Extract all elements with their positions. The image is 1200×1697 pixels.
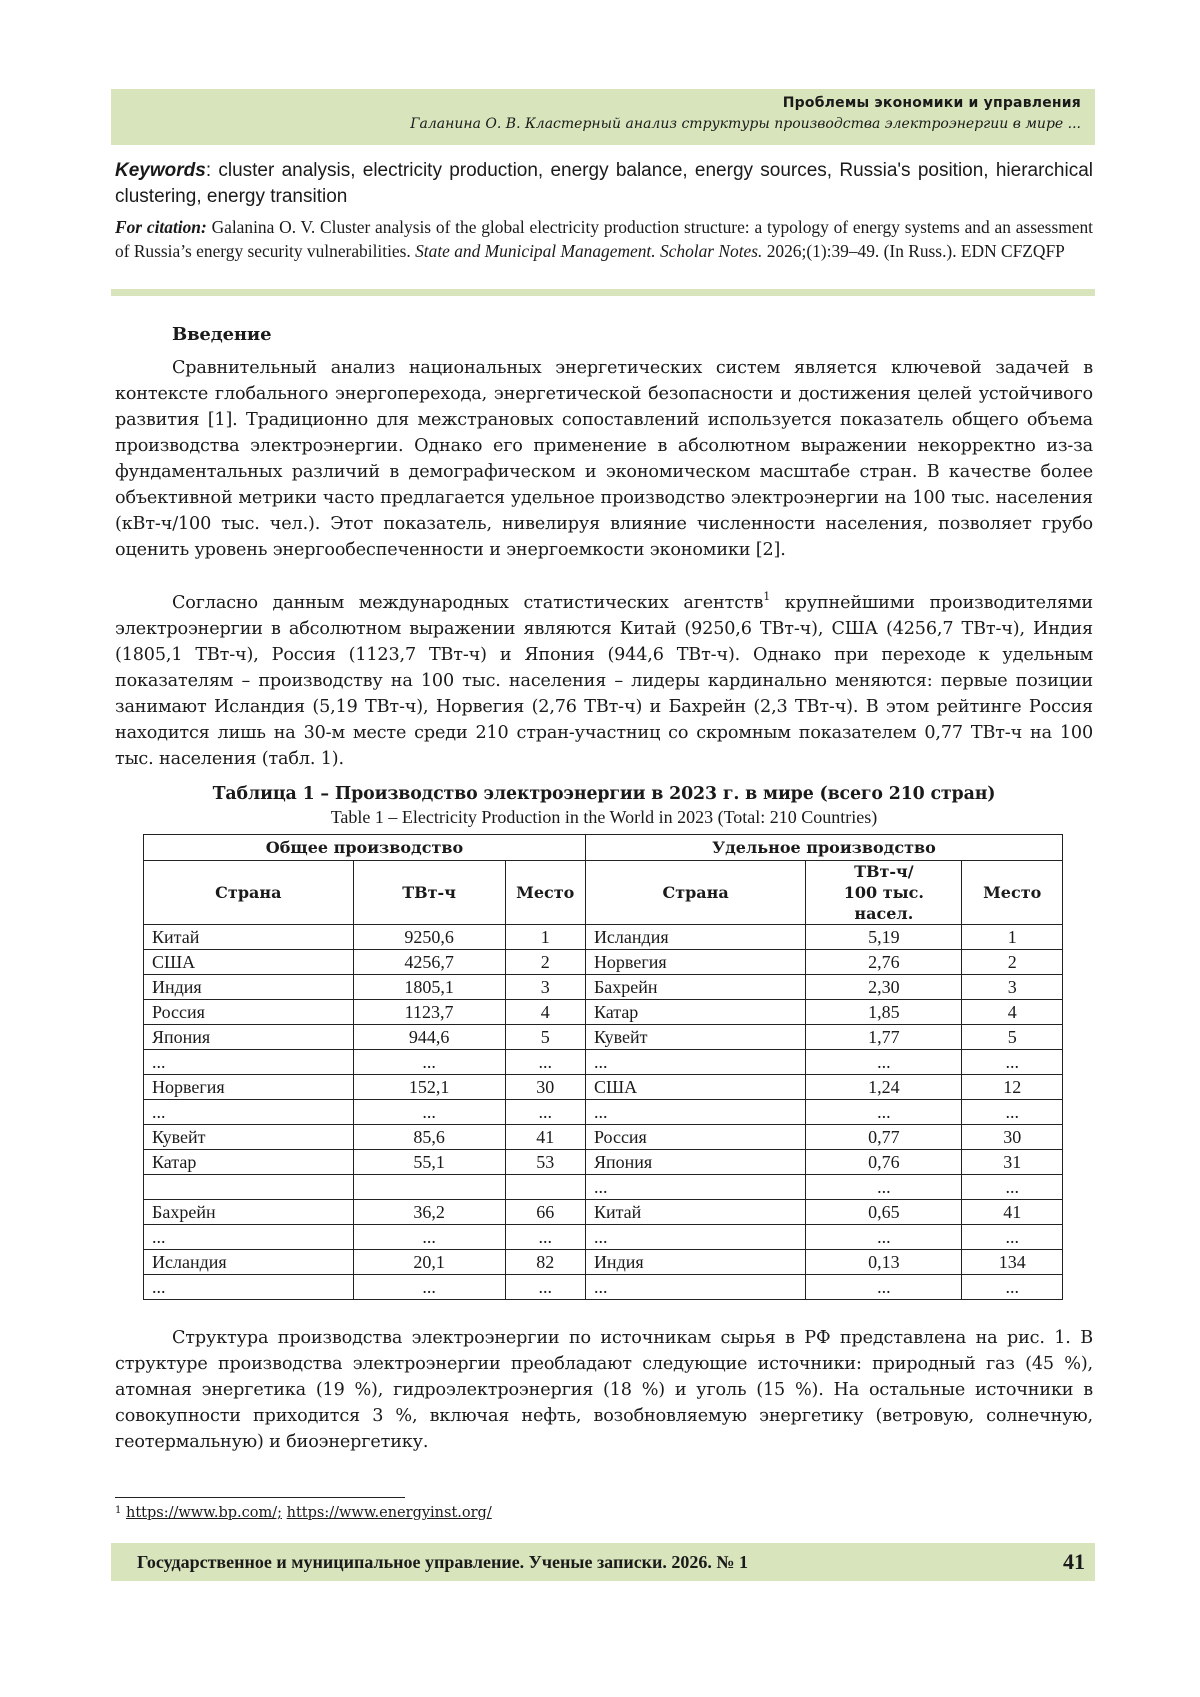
cell-country-total: ... xyxy=(144,1275,354,1300)
cell-rank-total: 53 xyxy=(505,1150,585,1175)
keywords xyxy=(115,158,1093,210)
cell-twh-specific: ... xyxy=(806,1050,962,1075)
cell-twh-total: 4256,7 xyxy=(353,950,505,975)
col-header-twh-per-100k-line1: ТВт-ч/ xyxy=(854,862,914,881)
cell-country-total: Россия xyxy=(144,1000,354,1025)
cell-country-specific: США xyxy=(585,1075,805,1100)
cell-country-specific: Катар xyxy=(585,1000,805,1025)
page-footer xyxy=(111,1543,1095,1581)
cell-country-specific: Кувейт xyxy=(585,1025,805,1050)
cell-rank-specific: 2 xyxy=(962,950,1063,975)
cell-twh-specific: ... xyxy=(806,1225,962,1250)
cell-country-total: Бахрейн xyxy=(144,1200,354,1225)
cell-country-total: Япония xyxy=(144,1025,354,1050)
cell-rank-specific: ... xyxy=(962,1175,1063,1200)
cell-country-total: ... xyxy=(144,1050,354,1075)
cell-twh-total: ... xyxy=(353,1225,505,1250)
footnote xyxy=(115,1505,492,1521)
cell-country-specific: ... xyxy=(585,1175,805,1200)
cell-twh-specific: 0,13 xyxy=(806,1250,962,1275)
cell-country-total: США xyxy=(144,950,354,975)
cell-twh-total: 944,6 xyxy=(353,1025,505,1050)
table-row xyxy=(144,1100,1063,1125)
cell-rank-specific: 31 xyxy=(962,1150,1063,1175)
cell-rank-total: ... xyxy=(505,1050,585,1075)
cell-rank-specific: 3 xyxy=(962,975,1063,1000)
keywords-label: Keywords xyxy=(115,160,206,181)
cell-rank-total: 4 xyxy=(505,1000,585,1025)
electricity-table xyxy=(143,834,1063,1300)
cell-rank-specific: 30 xyxy=(962,1125,1063,1150)
cell-rank-total: 3 xyxy=(505,975,585,1000)
cell-country-total: ... xyxy=(144,1225,354,1250)
col-header-twh-per-100k-line2: 100 тыс. насел. xyxy=(843,883,924,923)
cell-twh-total: 36,2 xyxy=(353,1200,505,1225)
citation xyxy=(115,215,1093,263)
col-header-rank: Место xyxy=(505,861,585,925)
table-row xyxy=(144,925,1063,950)
cell-country-specific: Япония xyxy=(585,1150,805,1175)
table-row xyxy=(144,1175,1063,1200)
table-row xyxy=(144,1200,1063,1225)
cell-twh-total: 152,1 xyxy=(353,1075,505,1100)
header-article-title: Галанина О. В. Кластерный анализ структуры производства электроэнергии в мире ... xyxy=(410,116,1081,132)
cell-rank-specific: ... xyxy=(962,1050,1063,1075)
running-header xyxy=(111,89,1095,145)
cell-rank-total: 82 xyxy=(505,1250,585,1275)
cell-twh-specific: 0,65 xyxy=(806,1200,962,1225)
cell-country-total: Катар xyxy=(144,1150,354,1175)
table-row xyxy=(144,950,1063,975)
cell-rank-total: 1 xyxy=(505,925,585,950)
cell-twh-specific: 0,77 xyxy=(806,1125,962,1150)
cell-country-specific: Бахрейн xyxy=(585,975,805,1000)
footnote-divider xyxy=(115,1497,405,1498)
paragraph-2 xyxy=(115,590,1093,772)
cell-rank-specific: ... xyxy=(962,1275,1063,1300)
table-subtitle: Table 1 – Electricity Production in the World in 2023 (Total: 210 Countries) xyxy=(330,807,878,827)
cell-country-total: Исландия xyxy=(144,1250,354,1275)
col-header-twh-per-100k xyxy=(806,861,962,925)
group-header-specific: Удельное производство xyxy=(585,835,1062,861)
cell-country-total: Индия xyxy=(144,975,354,1000)
cell-rank-total: 2 xyxy=(505,950,585,975)
footnote-link-energyinst[interactable]: https://www.energyinst.org/ xyxy=(286,1505,492,1521)
table-row xyxy=(144,1225,1063,1250)
cell-rank-total: ... xyxy=(505,1225,585,1250)
cell-twh-total: ... xyxy=(353,1050,505,1075)
cell-rank-total: 41 xyxy=(505,1125,585,1150)
cell-rank-specific: 12 xyxy=(962,1075,1063,1100)
table-row xyxy=(144,1075,1063,1100)
cell-twh-specific: 1,24 xyxy=(806,1075,962,1100)
cell-rank-specific: ... xyxy=(962,1225,1063,1250)
table-row xyxy=(144,1000,1063,1025)
cell-country-specific: Исландия xyxy=(585,925,805,950)
cell-country-specific: Китай xyxy=(585,1200,805,1225)
citation-tail: 2026;(1):39–49. (In Russ.). EDN CFZQFP xyxy=(762,241,1065,261)
cell-rank-total: 66 xyxy=(505,1200,585,1225)
group-header-total: Общее производство xyxy=(144,835,586,861)
cell-rank-specific: 5 xyxy=(962,1025,1063,1050)
cell-country-specific: ... xyxy=(585,1100,805,1125)
cell-country-specific: Индия xyxy=(585,1250,805,1275)
table-row xyxy=(144,1275,1063,1300)
col-header-country: Страна xyxy=(144,861,354,925)
cell-rank-total: ... xyxy=(505,1100,585,1125)
cell-twh-total xyxy=(353,1175,505,1200)
cell-twh-specific: ... xyxy=(806,1175,962,1200)
table-row xyxy=(144,1150,1063,1175)
cell-rank-specific: ... xyxy=(962,1100,1063,1125)
cell-rank-specific: 134 xyxy=(962,1250,1063,1275)
cell-rank-total: ... xyxy=(505,1275,585,1300)
table-row xyxy=(144,975,1063,1000)
cell-twh-specific: 2,76 xyxy=(806,950,962,975)
footnote-ref[interactable]: 1 xyxy=(763,590,771,603)
cell-twh-specific: 1,77 xyxy=(806,1025,962,1050)
table-row xyxy=(144,1025,1063,1050)
cell-country-total: Кувейт xyxy=(144,1125,354,1150)
table-title: Таблица 1 – Производство электроэнергии в 2023 г. в мире (всего 210 стран) xyxy=(212,784,996,804)
cell-country-total xyxy=(144,1175,354,1200)
header-journal-title: Проблемы экономики и управления xyxy=(782,95,1081,111)
cell-twh-total: 20,1 xyxy=(353,1250,505,1275)
paragraph-2-start: Согласно данным международных статистических агентств xyxy=(172,593,764,613)
cell-twh-total: 85,6 xyxy=(353,1125,505,1150)
col-header-rank: Место xyxy=(962,861,1063,925)
cell-country-specific: ... xyxy=(585,1050,805,1075)
table-row xyxy=(144,1250,1063,1275)
page-number: 41 xyxy=(1063,1549,1085,1574)
section-divider xyxy=(111,289,1095,296)
cell-rank-total: 30 xyxy=(505,1075,585,1100)
footer-journal: Государственное и муниципальное управление. Ученые записки. 2026. № 1 xyxy=(137,1551,749,1572)
cell-country-total: Норвегия xyxy=(144,1075,354,1100)
keywords-text: : cluster analysis, electricity production, energy balance, energy sources, Russia's position, hierarchical clustering, energy transition xyxy=(115,160,1093,207)
cell-twh-specific: ... xyxy=(806,1275,962,1300)
cell-twh-specific: 0,76 xyxy=(806,1150,962,1175)
cell-country-total: ... xyxy=(144,1100,354,1125)
cell-rank-total: 5 xyxy=(505,1025,585,1050)
cell-twh-total: 1123,7 xyxy=(353,1000,505,1025)
paragraph-1: Сравнительный анализ национальных энергетических систем является ключевой задачей в контексте глобального энергоперехода, энергетической безопасности и достижения целей устойчивого развития [1]. Традиционно для межстрановых сопоставлений используется показатель общего объема производства электроэнергии. Однако его применение в абсолютном выражении некорректно из-за фундаментальных различий в демографическом и экономическом масштабе стран. В качестве более объективной метрики часто предлагается удельное производство электроэнергии на 100 тыс. населения (кВт-ч/100 тыс. чел.). Этот показатель, нивелируя влияние численности населения, позволяет грубо оценить уровень энергообеспеченности и энергоемкости экономики [2]. xyxy=(115,358,1093,560)
cell-country-specific: Норвегия xyxy=(585,950,805,975)
table-body xyxy=(144,925,1063,1300)
cell-twh-specific: ... xyxy=(806,1100,962,1125)
table-row xyxy=(144,1050,1063,1075)
paragraph-2-end: крупнейшими производителями электроэнергии в абсолютном выражении являются Китай (9250,6 ТВт-ч), США (4256,7 ТВт-ч), Индия (1805,1 ТВт-ч), Россия (1123,7 ТВт-ч) и Япония (944,6 ТВт-ч). Однако при переходе к удельным показателям – производству на 100 тыс. населения – лидеры кардинально меняются: первые позиции занимают Исландия (5,19 ТВт-ч), Норвегия (2,76 ТВт-ч) и Бахрейн (2,3 ТВт-ч). В этом рейтинге Россия находится лишь на 30-м месте среди 210 стран-участниц со скромным показателем 0,77 ТВт-ч на 100 тыс. населения (табл. 1). xyxy=(115,593,1093,769)
footnote-number: 1 xyxy=(115,1505,122,1516)
cell-twh-specific: 5,19 xyxy=(806,925,962,950)
cell-country-specific: Россия xyxy=(585,1125,805,1150)
cell-twh-total: 9250,6 xyxy=(353,925,505,950)
col-header-twh: ТВт-ч xyxy=(353,861,505,925)
cell-country-total: Китай xyxy=(144,925,354,950)
cell-twh-specific: 2,30 xyxy=(806,975,962,1000)
cell-rank-specific: 1 xyxy=(962,925,1063,950)
footnote-link-bp[interactable]: https://www.bp.com/; xyxy=(125,1505,283,1521)
cell-twh-specific: 1,85 xyxy=(806,1000,962,1025)
cell-rank-total xyxy=(505,1175,585,1200)
paragraph-3: Структура производства электроэнергии по источникам сырья в РФ представлена на рис. 1. В структуре производства электроэнергии преобладают следующие источники: природный газ (45 %), атомная энергетика (19 %), гидроэлектроэнергия (18 %) и уголь (15 %). На остальные источники в совокупности приходится 3 %, включая нефть, возобновляемую энергетику (ветровую, солнечную, геотермальную) и биоэнергетику. xyxy=(115,1328,1093,1452)
cell-twh-total: 1805,1 xyxy=(353,975,505,1000)
cell-country-specific: ... xyxy=(585,1275,805,1300)
citation-journal: State and Municipal Management. Scholar Notes. xyxy=(415,241,763,261)
table-row xyxy=(144,1125,1063,1150)
cell-twh-total: ... xyxy=(353,1275,505,1300)
cell-rank-specific: 41 xyxy=(962,1200,1063,1225)
citation-text: Galanina O. V. Cluster analysis of the global electricity production structure: a typology of energy systems and an assessment of Russia’s energy security vulnerabilities. xyxy=(115,217,1093,261)
citation-label: For citation: xyxy=(115,217,207,237)
col-header-country: Страна xyxy=(585,861,805,925)
section-title: Введение xyxy=(172,324,272,345)
cell-twh-total: 55,1 xyxy=(353,1150,505,1175)
cell-twh-total: ... xyxy=(353,1100,505,1125)
cell-country-specific: ... xyxy=(585,1225,805,1250)
cell-rank-specific: 4 xyxy=(962,1000,1063,1025)
